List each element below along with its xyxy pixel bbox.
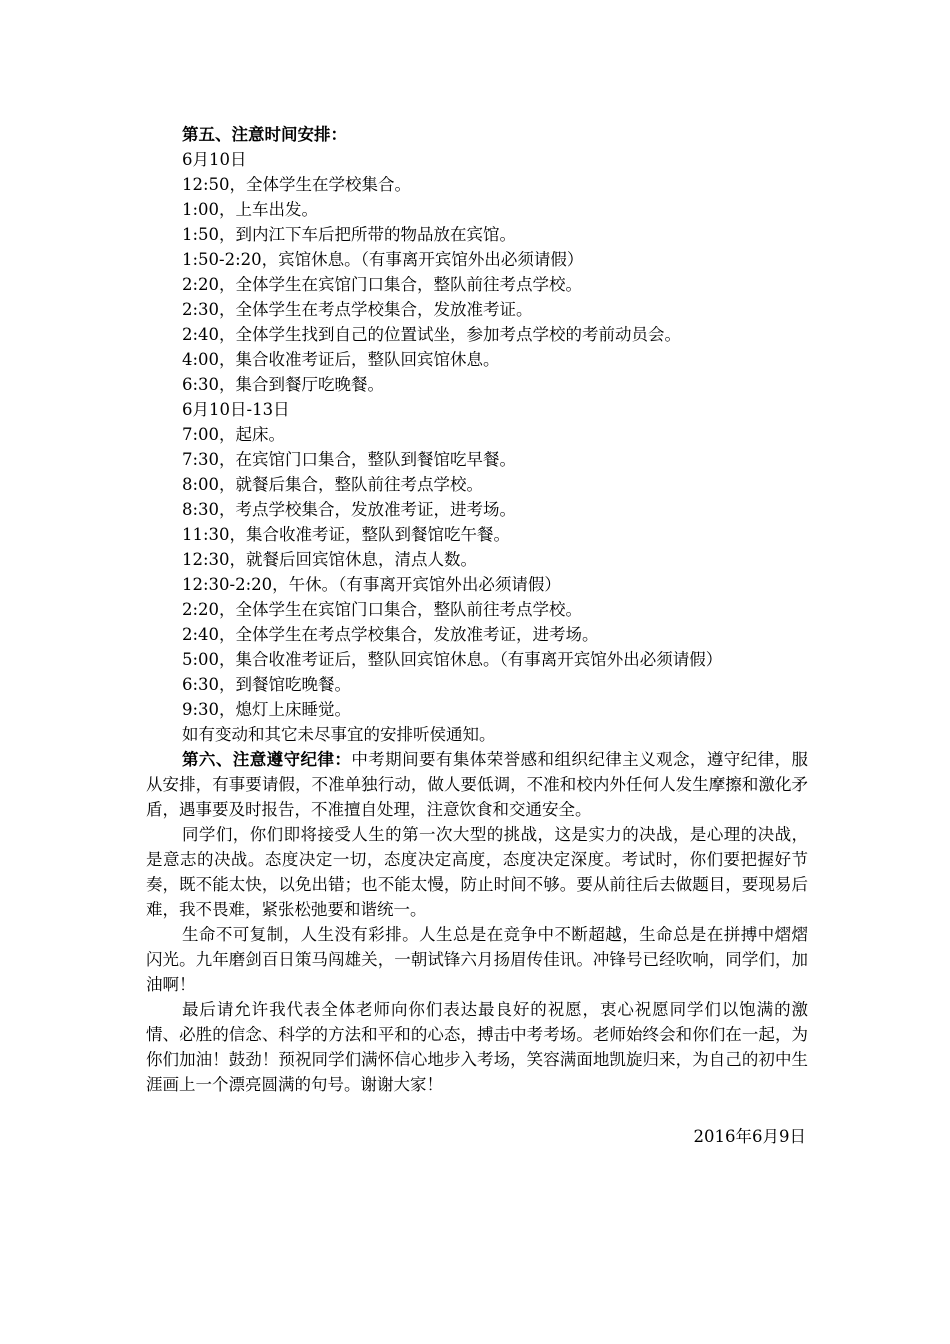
- schedule-item: 6:30，到餐馆吃晚餐。: [182, 675, 352, 694]
- day2-label: 6月10日-13日: [182, 400, 290, 419]
- body-paragraph: 最后请允许我代表全体老师向你们表达最良好的祝愿，衷心祝愿同学们以饱满的激情、必胜的信念、科学的方法和平和的心态，搏击中考考场。老师始终会和你们在一起，为你们加油！鼓劲！预祝同学们满怀信心地步入考场，笑容满面地凯旋归来，为自己的初中生涯画上一个漂亮圆满的句号。谢谢大家！: [146, 1000, 808, 1094]
- schedule-notice: 如有变动和其它未尽事宜的安排听侯通知。: [182, 725, 496, 744]
- body-paragraph: 同学们，你们即将接受人生的第一次大型的挑战，这是实力的决战，是心理的决战，是意志的决战。态度决定一切，态度决定高度，态度决定深度。考试时，你们要把握好节奏，既不能太快，以免出错；也不能太慢，防止时间不够。要从前往后去做题目，要现易后难，我不畏难，紧张松弛要和谐统一。: [146, 825, 808, 919]
- schedule-item: 2:40，全体学生在考点学校集合，发放准考证，进考场。: [182, 625, 599, 644]
- schedule-item: 5:00，集合收准考证后，整队回宾馆休息。（有事离开宾馆外出必须请假）: [182, 650, 723, 669]
- schedule-item: 6:30，集合到餐厅吃晚餐。: [182, 375, 385, 394]
- section6-heading: 第六、注意遵守纪律：: [182, 750, 352, 769]
- schedule-item: 8:30，考点学校集合，发放准考证，进考场。: [182, 500, 517, 519]
- schedule-item: 1:00，上车出发。: [182, 200, 319, 219]
- schedule-item: 2:20，全体学生在宾馆门口集合，整队前往考点学校。: [182, 600, 583, 619]
- document-date: 2016年6月9日: [693, 1127, 806, 1146]
- schedule-item: 12:30-2:20，午休。（有事离开宾馆外出必须请假）: [182, 575, 561, 594]
- section5-heading: 第五、注意时间安排：: [182, 125, 347, 144]
- schedule-item: 12:50，全体学生在学校集合。: [182, 175, 412, 194]
- schedule-item: 1:50，到内江下车后把所带的物品放在宾馆。: [182, 225, 517, 244]
- section6-body: 中考期间要有集体荣誉感和组织纪律主义观念，遵守纪律，服从安排，有事要请假，不准单独行动，做人要低调，不准和校内外任何人发生摩擦和激化矛盾，遇事要及时报告，不准擅自处理，注意饮食和交通安全。: [146, 750, 809, 819]
- schedule-item: 9:30，熄灯上床睡觉。: [182, 700, 352, 719]
- body-paragraph: 生命不可复制，人生没有彩排。人生总是在竞争中不断超越，生命总是在拼搏中熠熠闪光。九年磨剑百日策马闯雄关，一朝试锋六月扬眉传佳讯。冲锋号已经吹响，同学们，加油啊！: [146, 925, 808, 994]
- day1-label: 6月10日: [182, 150, 247, 169]
- schedule-item: 2:30，全体学生在考点学校集合，发放准考证。: [182, 300, 533, 319]
- schedule-item: 2:40，全体学生找到自己的位置试坐，参加考点学校的考前动员会。: [182, 325, 682, 344]
- schedule-item: 4:00，集合收准考证后，整队回宾馆休息。: [182, 350, 500, 369]
- schedule-item: 7:30，在宾馆门口集合，整队到餐馆吃早餐。: [182, 450, 517, 469]
- schedule-item: 2:20，全体学生在宾馆门口集合，整队前往考点学校。: [182, 275, 583, 294]
- document-body: [146, 122, 808, 1097]
- schedule-item: 8:00，就餐后集合，整队前往考点学校。: [182, 475, 484, 494]
- schedule-item: 7:00，起床。: [182, 425, 286, 444]
- section6-paragraph: [146, 747, 808, 822]
- schedule-item: 1:50-2:20，宾馆休息。（有事离开宾馆外出必须请假）: [182, 250, 584, 269]
- schedule-item: 12:30，就餐后回宾馆休息，清点人数。: [182, 550, 478, 569]
- schedule-item: 11:30，集合收准考证，整队到餐馆吃午餐。: [182, 525, 511, 544]
